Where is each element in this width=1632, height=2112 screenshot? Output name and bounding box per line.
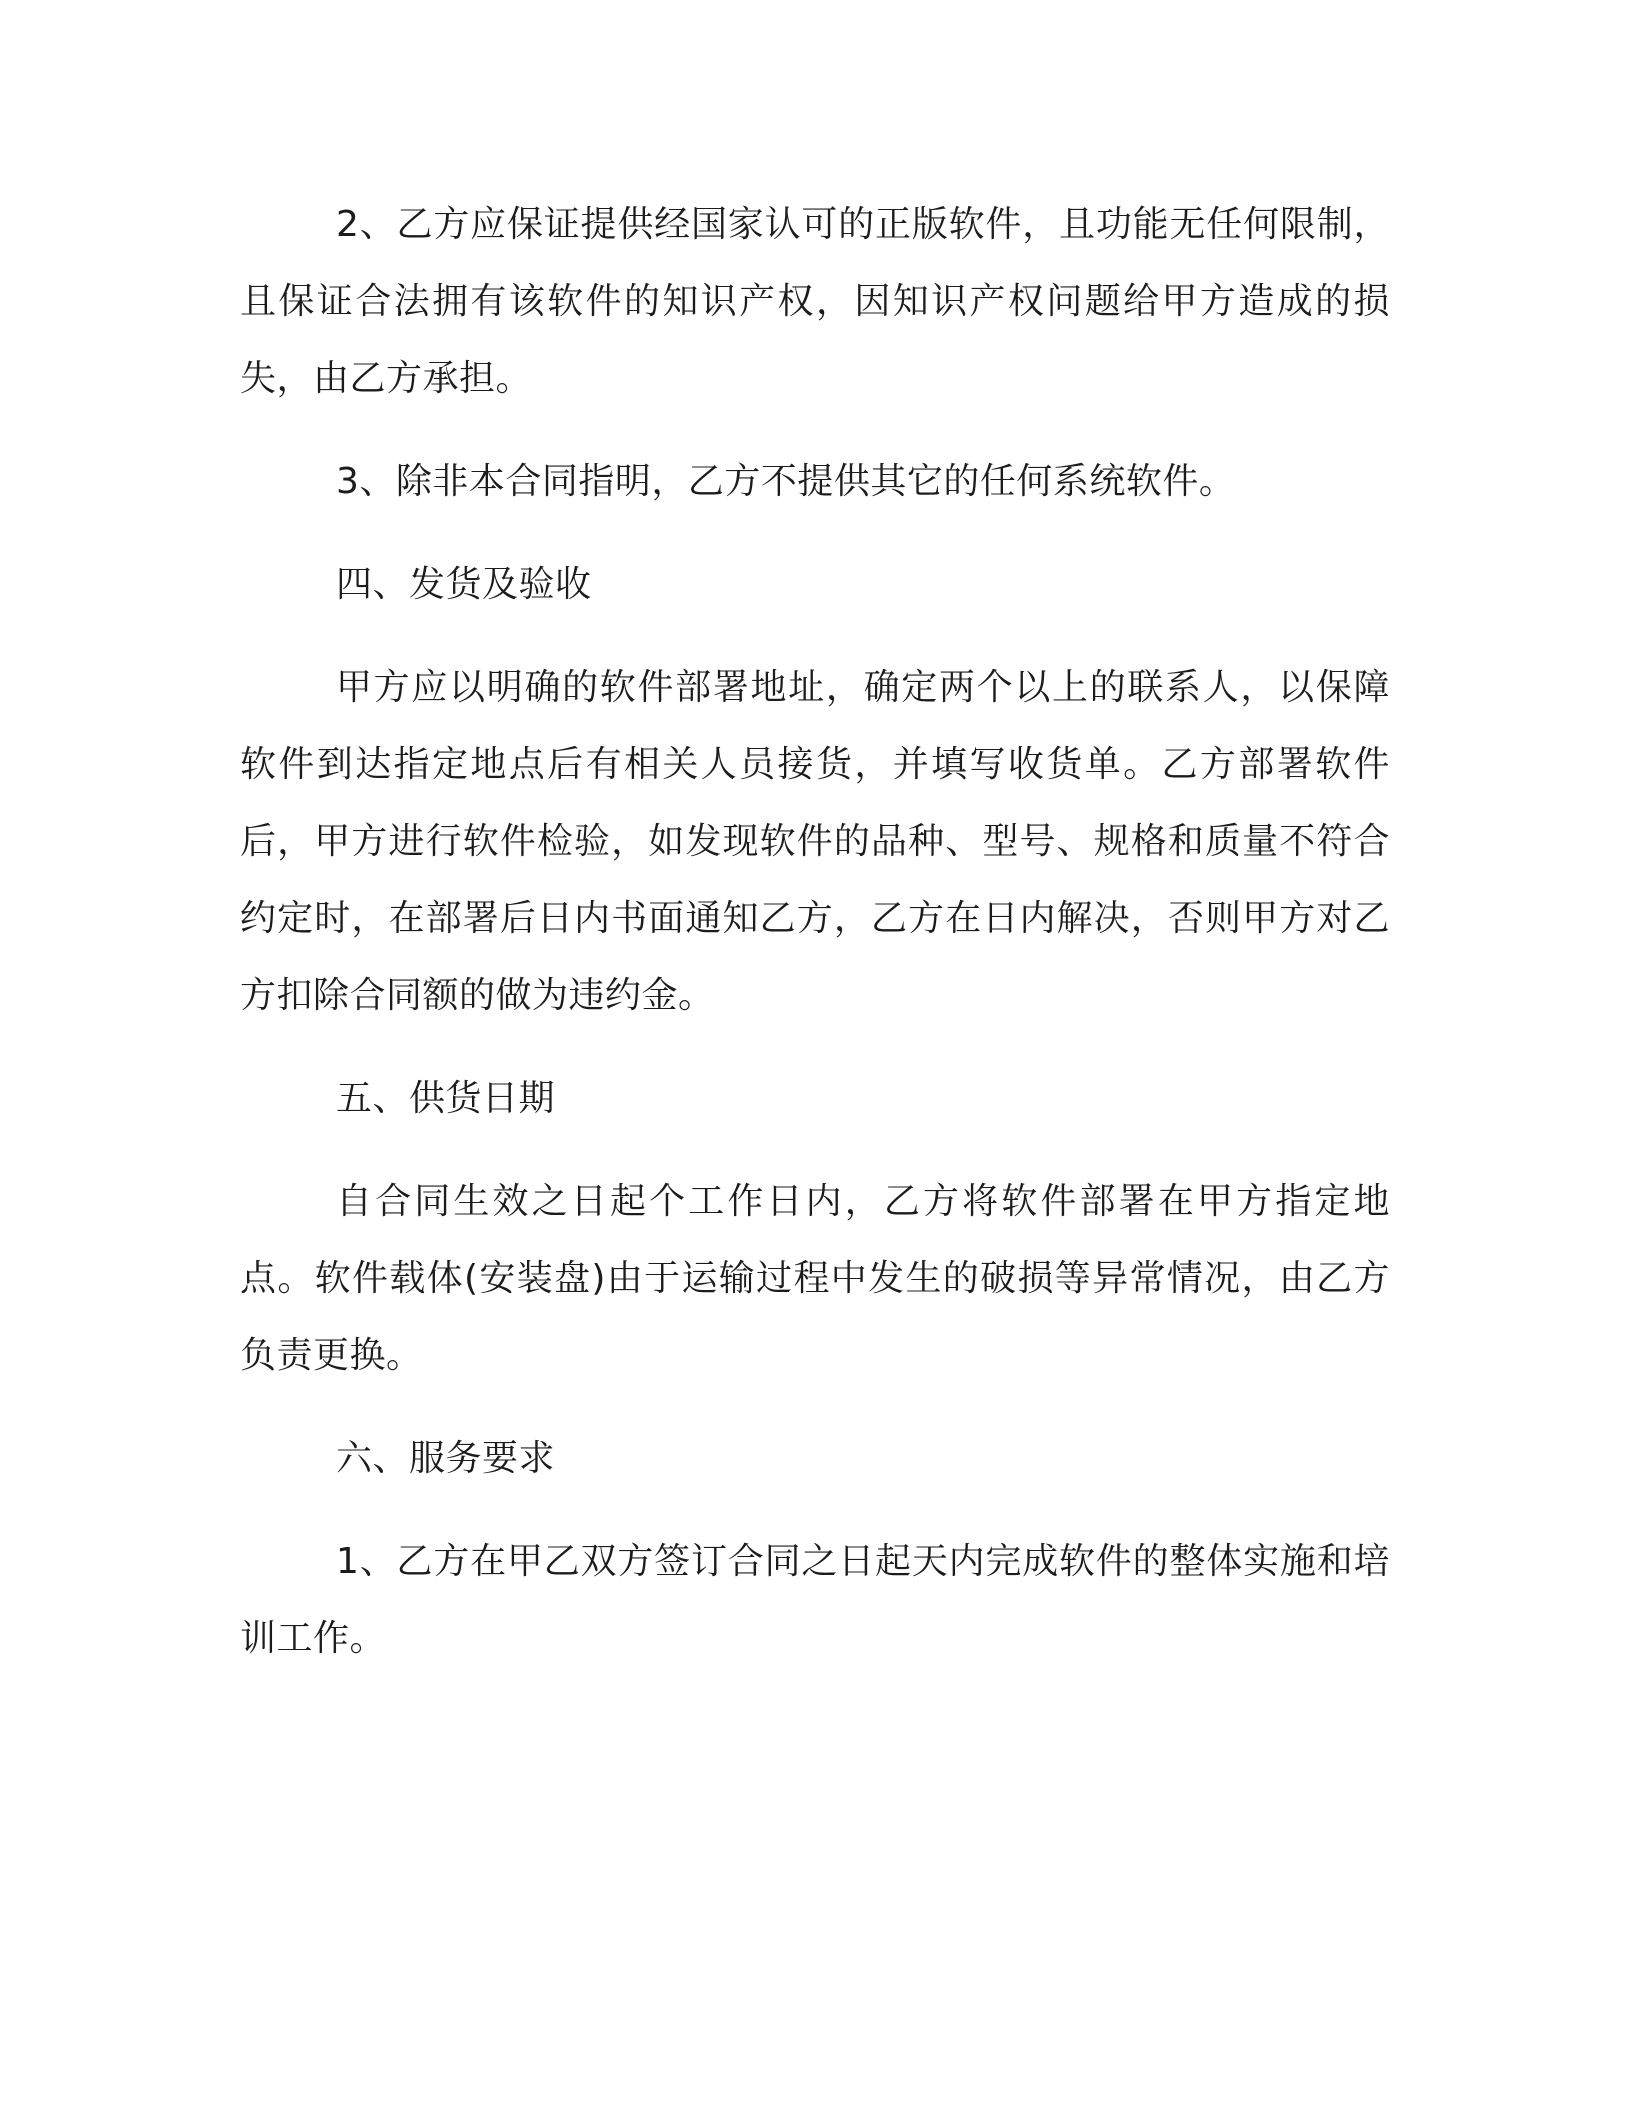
delivery-acceptance-paragraph: 甲方应以明确的软件部署地址，确定两个以上的联系人，以保障软件到达指定地点后有相关人员接货，并填写收货单。乙方部署软件后，甲方进行软件检验，如发现软件的品种、型号、规格和质量不符合约定时，在部署后日内书面通知乙方，乙方在日内解决，否则甲方对乙方扣除合同额的做为违约金。 — [240, 667, 1390, 1016]
clause-3-no-other-software: 3、除非本合同指明，乙方不提供其它的任何系统软件。 — [336, 461, 1236, 502]
clause-2-software-license: 2、乙方应保证提供经国家认可的正版软件，且功能无任何限制，且保证合法拥有该软件的知识产权，因知识产权问题给甲方造成的损失，由乙方承担。 — [240, 204, 1390, 399]
section-heading-delivery-acceptance: 四、发货及验收 — [336, 564, 592, 605]
supply-date-paragraph: 自合同生效之日起个工作日内，乙方将软件部署在甲方指定地点。软件载体(安装盘)由于运输过程中发生的破损等异常情况，由乙方负责更换。 — [240, 1181, 1390, 1376]
service-clause-1: 1、乙方在甲乙双方签订合同之日起天内完成软件的整体实施和培训工作。 — [240, 1541, 1390, 1659]
section-heading-service-requirements: 六、服务要求 — [336, 1438, 556, 1479]
section-heading-supply-date: 五、供货日期 — [336, 1078, 556, 1119]
document-body — [240, 186, 1390, 1703]
